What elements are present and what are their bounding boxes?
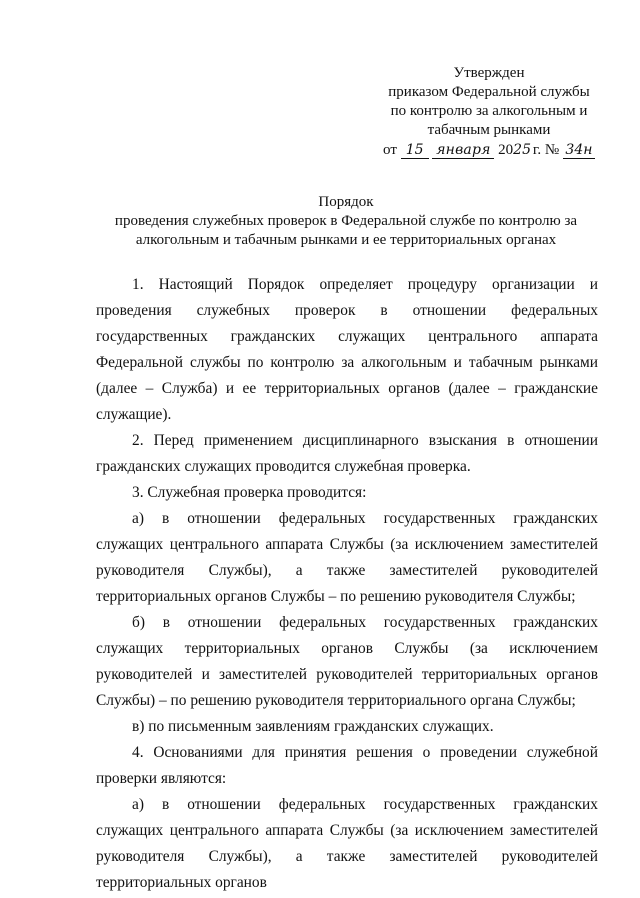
paragraph: 1. Настоящий Порядок определяет процедуру организации и проведения служебных проверок в отношении федеральных государственных гражданских служащих центрального аппарата Федеральной службы по контролю за алкогольным и табачным рынками (далее – Служба) и ее территориальных органов (далее – гражданские служащие). <box>96 276 598 423</box>
title-subline: проведения служебных проверок в Федеральной службе по контролю за <box>114 213 578 229</box>
handwritten-day: 15 <box>401 142 429 159</box>
paragraph: в) по письменным заявлениям гражданских служащих. <box>132 718 494 735</box>
title-subline: алкогольным и табачным рынками и ее территориальных органах <box>135 232 557 248</box>
year-end: г. <box>532 142 542 158</box>
handwritten-month: января <box>432 142 494 159</box>
number-prefix: № <box>544 142 560 158</box>
date-prefix: от <box>383 142 397 158</box>
approval-stamp <box>380 64 598 160</box>
year-prefix: 20 <box>498 142 514 158</box>
paragraph: 4. Основаниями для принятия решения о проведении служебной проверки являются: <box>96 744 598 787</box>
title-heading: Порядок <box>318 194 374 210</box>
approval-line: приказом Федеральной службы <box>388 84 590 100</box>
handwritten-year: 25 <box>513 142 531 158</box>
document-body <box>96 272 598 896</box>
paragraph: б) в отношении федеральных государственных гражданских служащих территориальных органов Службы (за исключением руководителей и заместителей руководителей территориальных органов Службы) – по решению руководителя территориального органа Службы; <box>96 614 598 709</box>
approval-line: табачным рынками <box>427 122 551 138</box>
paragraph: 3. Служебная проверка проводится: <box>132 484 367 501</box>
paragraph: 2. Перед применением дисциплинарного взыскания в отношении гражданских служащих проводится служебная проверка. <box>96 432 598 475</box>
paragraph: а) в отношении федеральных государственных гражданских служащих центрального аппарата Службы (за исключением заместителей руководителя Службы), а также заместителей руководителей территориальных органов Службы – по решению руководителя Службы; <box>96 510 598 605</box>
approval-line: Утвержден <box>453 65 525 81</box>
paragraph: а) в отношении федеральных государственных гражданских служащих центрального аппарата Службы (за исключением заместителей руководителя Службы), а также заместителей руководителей территориальных органов <box>96 796 598 891</box>
handwritten-number: 34н <box>563 142 595 159</box>
approval-date-line <box>380 141 598 160</box>
approval-line: по контролю за алкогольным и <box>390 103 588 119</box>
document-title <box>90 193 602 250</box>
